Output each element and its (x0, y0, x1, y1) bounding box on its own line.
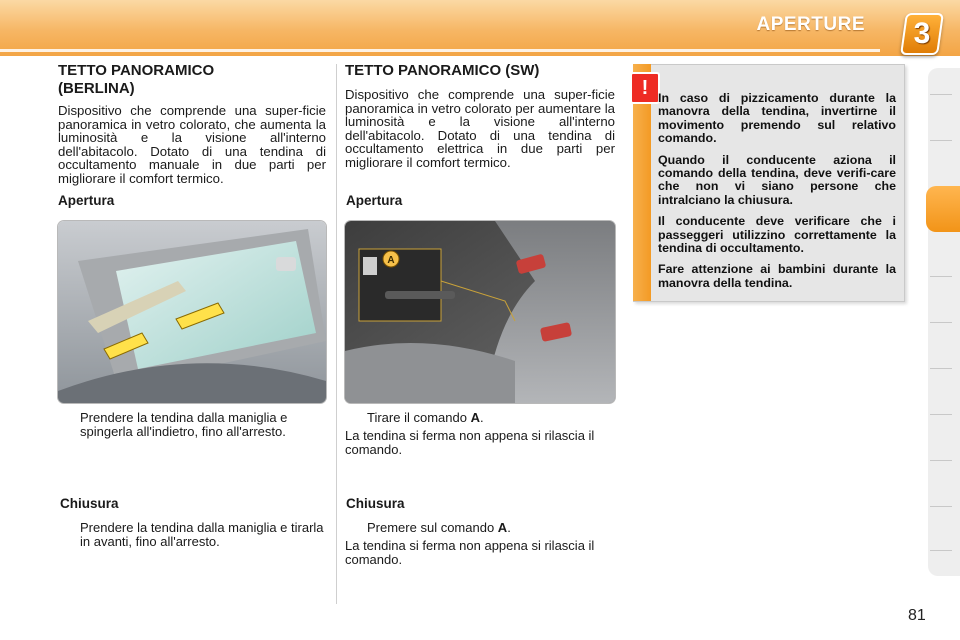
chapter-number: 3 (913, 17, 931, 50)
section-title: APERTURE (756, 14, 865, 35)
middle-closing-heading: Chiusura (346, 496, 405, 511)
tab-divider (930, 414, 952, 415)
tab-divider (930, 140, 952, 141)
left-opening-heading: Apertura (58, 193, 115, 208)
sw-console-photo (345, 221, 615, 403)
tab-divider (930, 322, 952, 323)
middle-closing-text: Premere sul comando (367, 520, 495, 535)
tab-divider (930, 550, 952, 551)
control-label-a: A (387, 255, 395, 266)
left-title-line1: TETTO PANORAMICO (58, 62, 215, 79)
middle-opening-text: Tirare il comando (367, 410, 467, 425)
middle-intro: Dispositivo che comprende una super-ficie panoramica in vetro colorato per aumentare la luminosità e la visione all'interno dell'abitacolo. Dotato di una tendina di occultamento elettrica in due parti per migliorare il comfort termico. (345, 87, 615, 170)
chapter-badge (900, 13, 944, 55)
warning-paragraph: Il conducente deve verificare che i passeggeri utilizzino correttamente la tendina di occultamento. (658, 214, 896, 256)
column-divider (336, 64, 337, 604)
chapter-tab-active[interactable] (926, 186, 960, 232)
tab-divider (930, 460, 952, 461)
middle-closing-note-wrap (345, 539, 617, 567)
middle-closing-control: A (497, 520, 508, 535)
left-opening-text: Prendere la tendina dalla maniglia e spingerla all'indietro, fino all'arresto. (80, 410, 288, 439)
warning-paragraph: Quando il conducente aziona il comando della tendina, deve verifi-care che non vi siano persone che intralciano la chiusura. (658, 152, 896, 207)
middle-closing-bullet: Premere sul comando A. (367, 520, 511, 535)
left-closing-text: Prendere la tendina dalla maniglia e tirarla in avanti, fino all'arresto. (80, 520, 324, 549)
tab-divider (930, 94, 952, 95)
warning-paragraph: In caso di pizzicamento durante la manovra della tendina, invertirne il movimento premendo sul relativo comando. (658, 91, 896, 146)
middle-opening-heading: Apertura (346, 193, 403, 208)
left-intro: Dispositivo che comprende una super-ficie panoramica in vetro colorato, che aumenta la luminosità e la visione all'interno dell'abitacolo. Dotato di una tendina di occultamento manuale in due parti per migliorare il comfort termico. (58, 103, 326, 186)
warning-icon: ! (630, 72, 660, 104)
middle-opening-control: A (470, 410, 480, 425)
page-header (0, 0, 960, 56)
tab-divider (930, 276, 952, 277)
middle-closing-note: La tendina si ferma non appena si rilascia il comando. (345, 538, 595, 567)
warning-paragraph: Fare attenzione ai bambini durante la manovra della tendina. (658, 262, 896, 290)
page-number: 81 (908, 607, 926, 624)
left-title-line2: (BERLINA) (58, 80, 135, 97)
middle-column (345, 62, 615, 170)
left-closing-heading: Chiusura (60, 496, 119, 511)
header-line (0, 49, 880, 52)
sedan-roof-photo (58, 221, 326, 403)
tab-divider (930, 368, 952, 369)
middle-opening-note: La tendina si ferma non appena si rilascia il comando. (345, 428, 595, 457)
left-column (58, 62, 326, 186)
middle-title: TETTO PANORAMICO (SW) (345, 62, 540, 79)
left-closing-bullet (58, 521, 324, 549)
left-opening-bullet (58, 411, 328, 439)
middle-opening-note-wrap (345, 429, 617, 457)
middle-opening-bullet: Tirare il comando A. (367, 410, 484, 425)
tab-divider (930, 506, 952, 507)
warning-text (658, 92, 896, 298)
